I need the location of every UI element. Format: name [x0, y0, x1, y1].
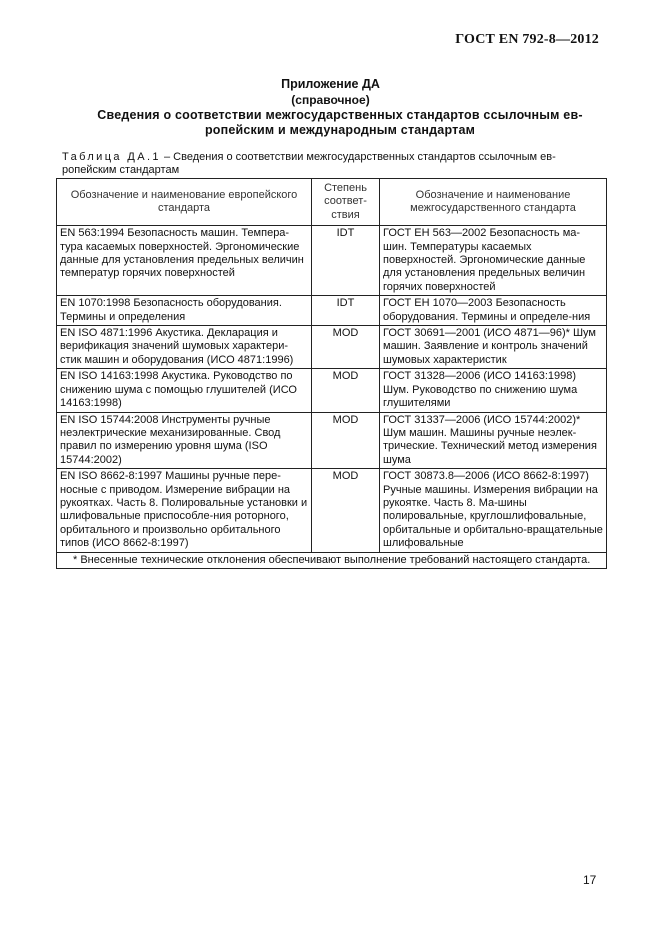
table-row	[57, 369, 607, 412]
european-standard-cell: EN ISO 15744:2008 Инструменты ручные неэлектрические механизированные. Свод правил по измерению уровня шума (ISO 15744:2002)	[57, 412, 312, 469]
table-footnote-row	[57, 552, 607, 568]
table-row	[57, 412, 607, 469]
european-standard-cell: EN ISO 8662-8:1997 Машины ручные пере-носные с приводом. Измерение вибрации на рукоятках. Часть 8. Полировальные установки и шлифовальные приспособле-ния роторного, орбитального и произвольно орбитального типов (ИСО 8662-8:1997)	[57, 469, 312, 552]
column-header-european: Обозначение и наименование европейского стандарта	[57, 179, 312, 226]
table-footnote: * Внесенные технические отклонения обеспечивают выполнение требований настоящего стандарта.	[57, 552, 607, 568]
degree-cell: IDT	[312, 296, 380, 326]
degree-cell: IDT	[312, 226, 380, 296]
european-standard-cell: EN 1070:1998 Безопасность оборудования. Термины и определения	[57, 296, 312, 326]
interstate-standard-cell: ГОСТ ЕН 563—2002 Безопасность ма-шин. Температуры касаемых поверхностей. Эргономические данные для установления предельных величин горячих поверхностей	[380, 226, 607, 296]
standards-table	[56, 178, 607, 569]
annex-subtitle: (справочное)	[291, 93, 370, 107]
european-standard-cell: EN ISO 14163:1998 Акустика. Руководство по снижению шума с помощью глушителей (ИСО 14163:1998)	[57, 369, 312, 412]
annex-heading	[80, 108, 600, 138]
table-caption	[62, 151, 607, 177]
table-row	[57, 226, 607, 296]
interstate-standard-cell: ГОСТ 30873.8—2006 (ИСО 8662-8:1997) Ручные машины. Измерения вибрации на рукоятке. Часть 8. Ма-шины полировальные, круглошлифовальные, орбитальные и орбитально-вращательные шлифовальные	[380, 469, 607, 552]
table-row	[57, 469, 607, 552]
annex-heading-line-2: ропейским и международным стандартам	[204, 123, 476, 137]
table-header-row	[57, 179, 607, 226]
annex-title: Приложение ДА	[281, 77, 380, 91]
interstate-standard-cell: ГОСТ 31337—2006 (ИСО 15744:2002)* Шум машин. Машины ручные неэлек-трические. Технический метод измерения шума	[380, 412, 607, 469]
table-row	[57, 296, 607, 326]
table-row	[57, 326, 607, 369]
european-standard-cell: EN ISO 4871:1996 Акустика. Декларация и верификация значений шумовых характери-стик машин и оборудования (ИСО 4871:1996)	[57, 326, 312, 369]
document-code: ГОСТ EN 792-8—2012	[455, 32, 599, 47]
degree-cell: MOD	[312, 369, 380, 412]
column-header-interstate: Обозначение и наименование межгосударственного стандарта	[380, 179, 607, 226]
degree-cell: MOD	[312, 412, 380, 469]
table-caption-text: – Сведения о соответствии межгосударственных стандартов ссылочным ев-ропейским стандартам	[62, 151, 556, 176]
interstate-standard-cell: ГОСТ 31328—2006 (ИСО 14163:1998) Шум. Руководство по снижению шума глушителями	[380, 369, 607, 412]
european-standard-cell: EN 563:1994 Безопасность машин. Темпера-тура касаемых поверхностей. Эргономические данные для установления предельных величин температур горячих поверхностей	[57, 226, 312, 296]
interstate-standard-cell: ГОСТ 30691—2001 (ИСО 4871—96)* Шум машин. Заявление и контроль значений шумовых характеристик	[380, 326, 607, 369]
interstate-standard-cell: ГОСТ ЕН 1070—2003 Безопасность оборудования. Термины и определе-ния	[380, 296, 607, 326]
degree-cell: MOD	[312, 326, 380, 369]
column-header-degree: Степень соответ-ствия	[312, 179, 380, 226]
page-number: 17	[583, 873, 597, 887]
degree-cell: MOD	[312, 469, 380, 552]
annex-heading-line-1: Сведения о соответствии межгосударственных стандартов ссылочным ев-	[97, 108, 583, 122]
table-caption-label: Таблица ДА.1	[62, 151, 161, 163]
